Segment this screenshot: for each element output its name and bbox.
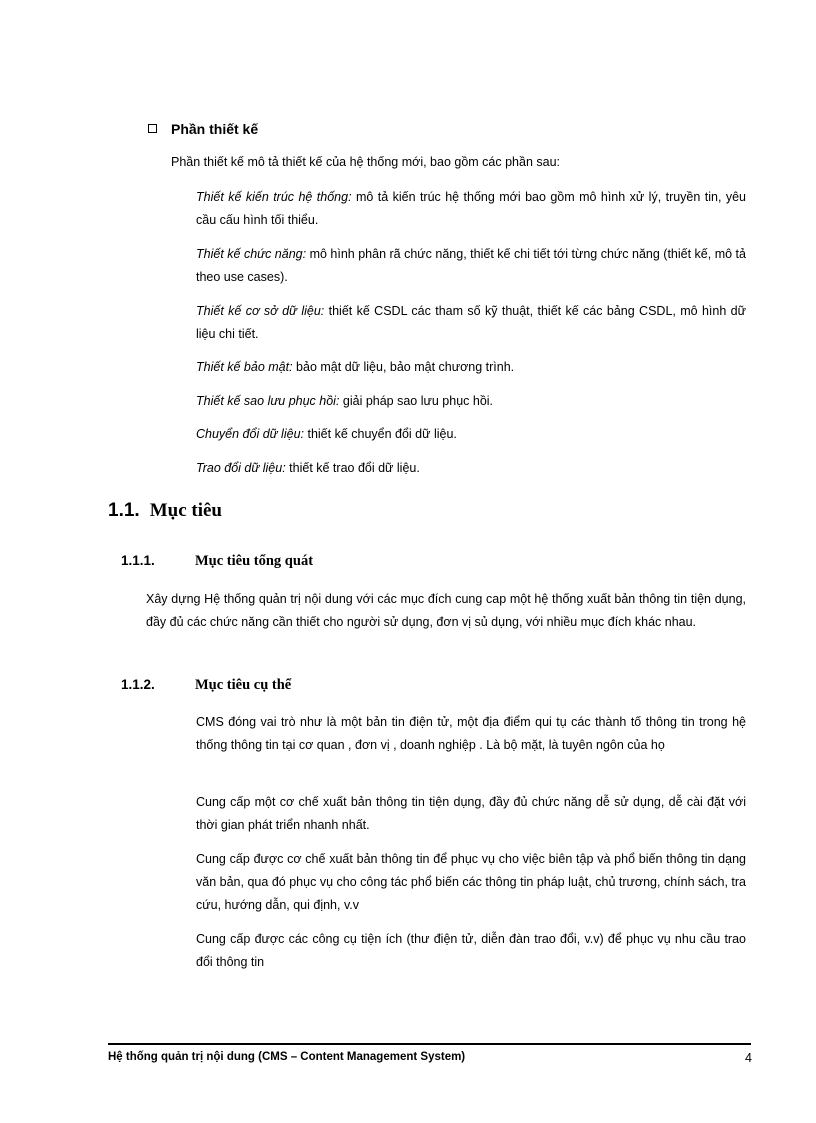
heading-1-1-2-number: 1.1.2. bbox=[121, 677, 155, 692]
design-item-term: Thiết kế sao lưu phục hồi: bbox=[196, 394, 340, 408]
footer-title: Hệ thống quản trị nội dung (CMS – Content Management System) bbox=[108, 1051, 466, 1063]
design-item-term: Trao đổi dữ liệu: bbox=[196, 461, 286, 475]
heading-1-1-1-number: 1.1.1. bbox=[121, 553, 155, 568]
design-item-backup bbox=[196, 390, 746, 413]
design-item-text: mô hình phân rã chức năng, thiết kế chi tiết tới từng chức năng (thiết kế, mô tả theo use cases). bbox=[196, 247, 746, 284]
specific-objective-paragraph: Cung cấp được các công cụ tiện ích (thư điện tử, diễn đàn trao đổi, v.v) để phục vụ nhu cầu trao đổi thông tin bbox=[196, 932, 746, 969]
design-item-term: Chuyển đổi dữ liệu: bbox=[196, 427, 304, 441]
page-number: 4 bbox=[745, 1051, 752, 1065]
design-item-text: thiết kế CSDL các tham số kỹ thuật, thiết kế các bảng CSDL, mô hình dữ liệu chi tiết. bbox=[196, 304, 746, 341]
design-item-text: mô tả kiến trúc hệ thống mới bao gồm mô hình xử lý, truyền tin, yêu cầu cấu hình tối thiểu. bbox=[196, 190, 747, 227]
design-item-text: thiết kế chuyển đổi dữ liệu. bbox=[304, 427, 457, 441]
design-item-function bbox=[196, 243, 746, 289]
specific-objective-paragraph: Cung cấp một cơ chế xuất bản thông tin tiện dụng, đầy đủ chức năng dễ sử dụng, dễ cài đặt với thời gian phát triển nhanh nhất. bbox=[196, 795, 746, 832]
design-item-text: bảo mật dữ liệu, bảo mật chương trình. bbox=[292, 360, 515, 374]
heading-1-1 bbox=[108, 500, 222, 522]
design-item-exchange bbox=[196, 457, 746, 480]
checkbox-bullet-icon bbox=[148, 124, 157, 133]
design-item-term: Thiết kế kiến trúc hệ thống: bbox=[196, 190, 352, 204]
design-section-intro: Phần thiết kế mô tả thiết kế của hệ thống mới, bao gồm các phần sau: bbox=[171, 155, 560, 169]
design-item-security bbox=[196, 356, 746, 379]
design-section-heading: Phần thiết kế bbox=[171, 121, 259, 137]
design-item-conversion bbox=[196, 423, 746, 446]
heading-1-1-1-title: Mục tiêu tổng quát bbox=[195, 553, 314, 569]
general-objective-paragraph: Xây dựng Hệ thống quản trị nội dung với các mục đích cung cap một hệ thống xuất bản thông tin tiện dụng, đầy đủ các chức năng cần thiết cho người sử dụng, đơn vị sủ dụng, với nhiều mục đích khác nhau. bbox=[146, 592, 746, 629]
specific-objective-paragraph: Cung cấp được cơ chế xuất bản thông tin để phục vụ cho việc biên tập và phổ biến thông tin dạng văn bản, qua đó phục vụ cho công tác phổ biến các thông tin pháp luật, chủ trương, chính sách, tra cứu, hướng dẫn, qui định, v.v bbox=[196, 852, 746, 912]
footer-divider bbox=[108, 1043, 751, 1045]
design-item-term: Thiết kế bảo mật: bbox=[196, 360, 293, 374]
design-item-text: thiết kế trao đổi dữ liệu. bbox=[285, 461, 420, 475]
heading-1-1-2-title: Mục tiêu cụ thể bbox=[195, 677, 292, 693]
design-item-term: Thiết kế chức năng: bbox=[196, 247, 307, 261]
heading-1-1-number: 1.1. bbox=[108, 500, 140, 521]
design-item-term: Thiết kế cơ sở dữ liệu: bbox=[196, 304, 325, 318]
design-item-architecture bbox=[196, 186, 746, 232]
design-item-text: giải pháp sao lưu phục hồi. bbox=[339, 394, 494, 408]
heading-1-1-title: Mục tiêu bbox=[149, 500, 222, 521]
design-item-database bbox=[196, 300, 746, 346]
specific-objective-paragraph: CMS đóng vai trò như là một bản tin điện tử, một địa điểm qui tụ các thành tố thông tin trong hệ thống thông tin tại cơ quan , đơn vị , doanh nghiệp . Là bộ mặt, là tuyên ngôn của họ bbox=[196, 715, 746, 752]
